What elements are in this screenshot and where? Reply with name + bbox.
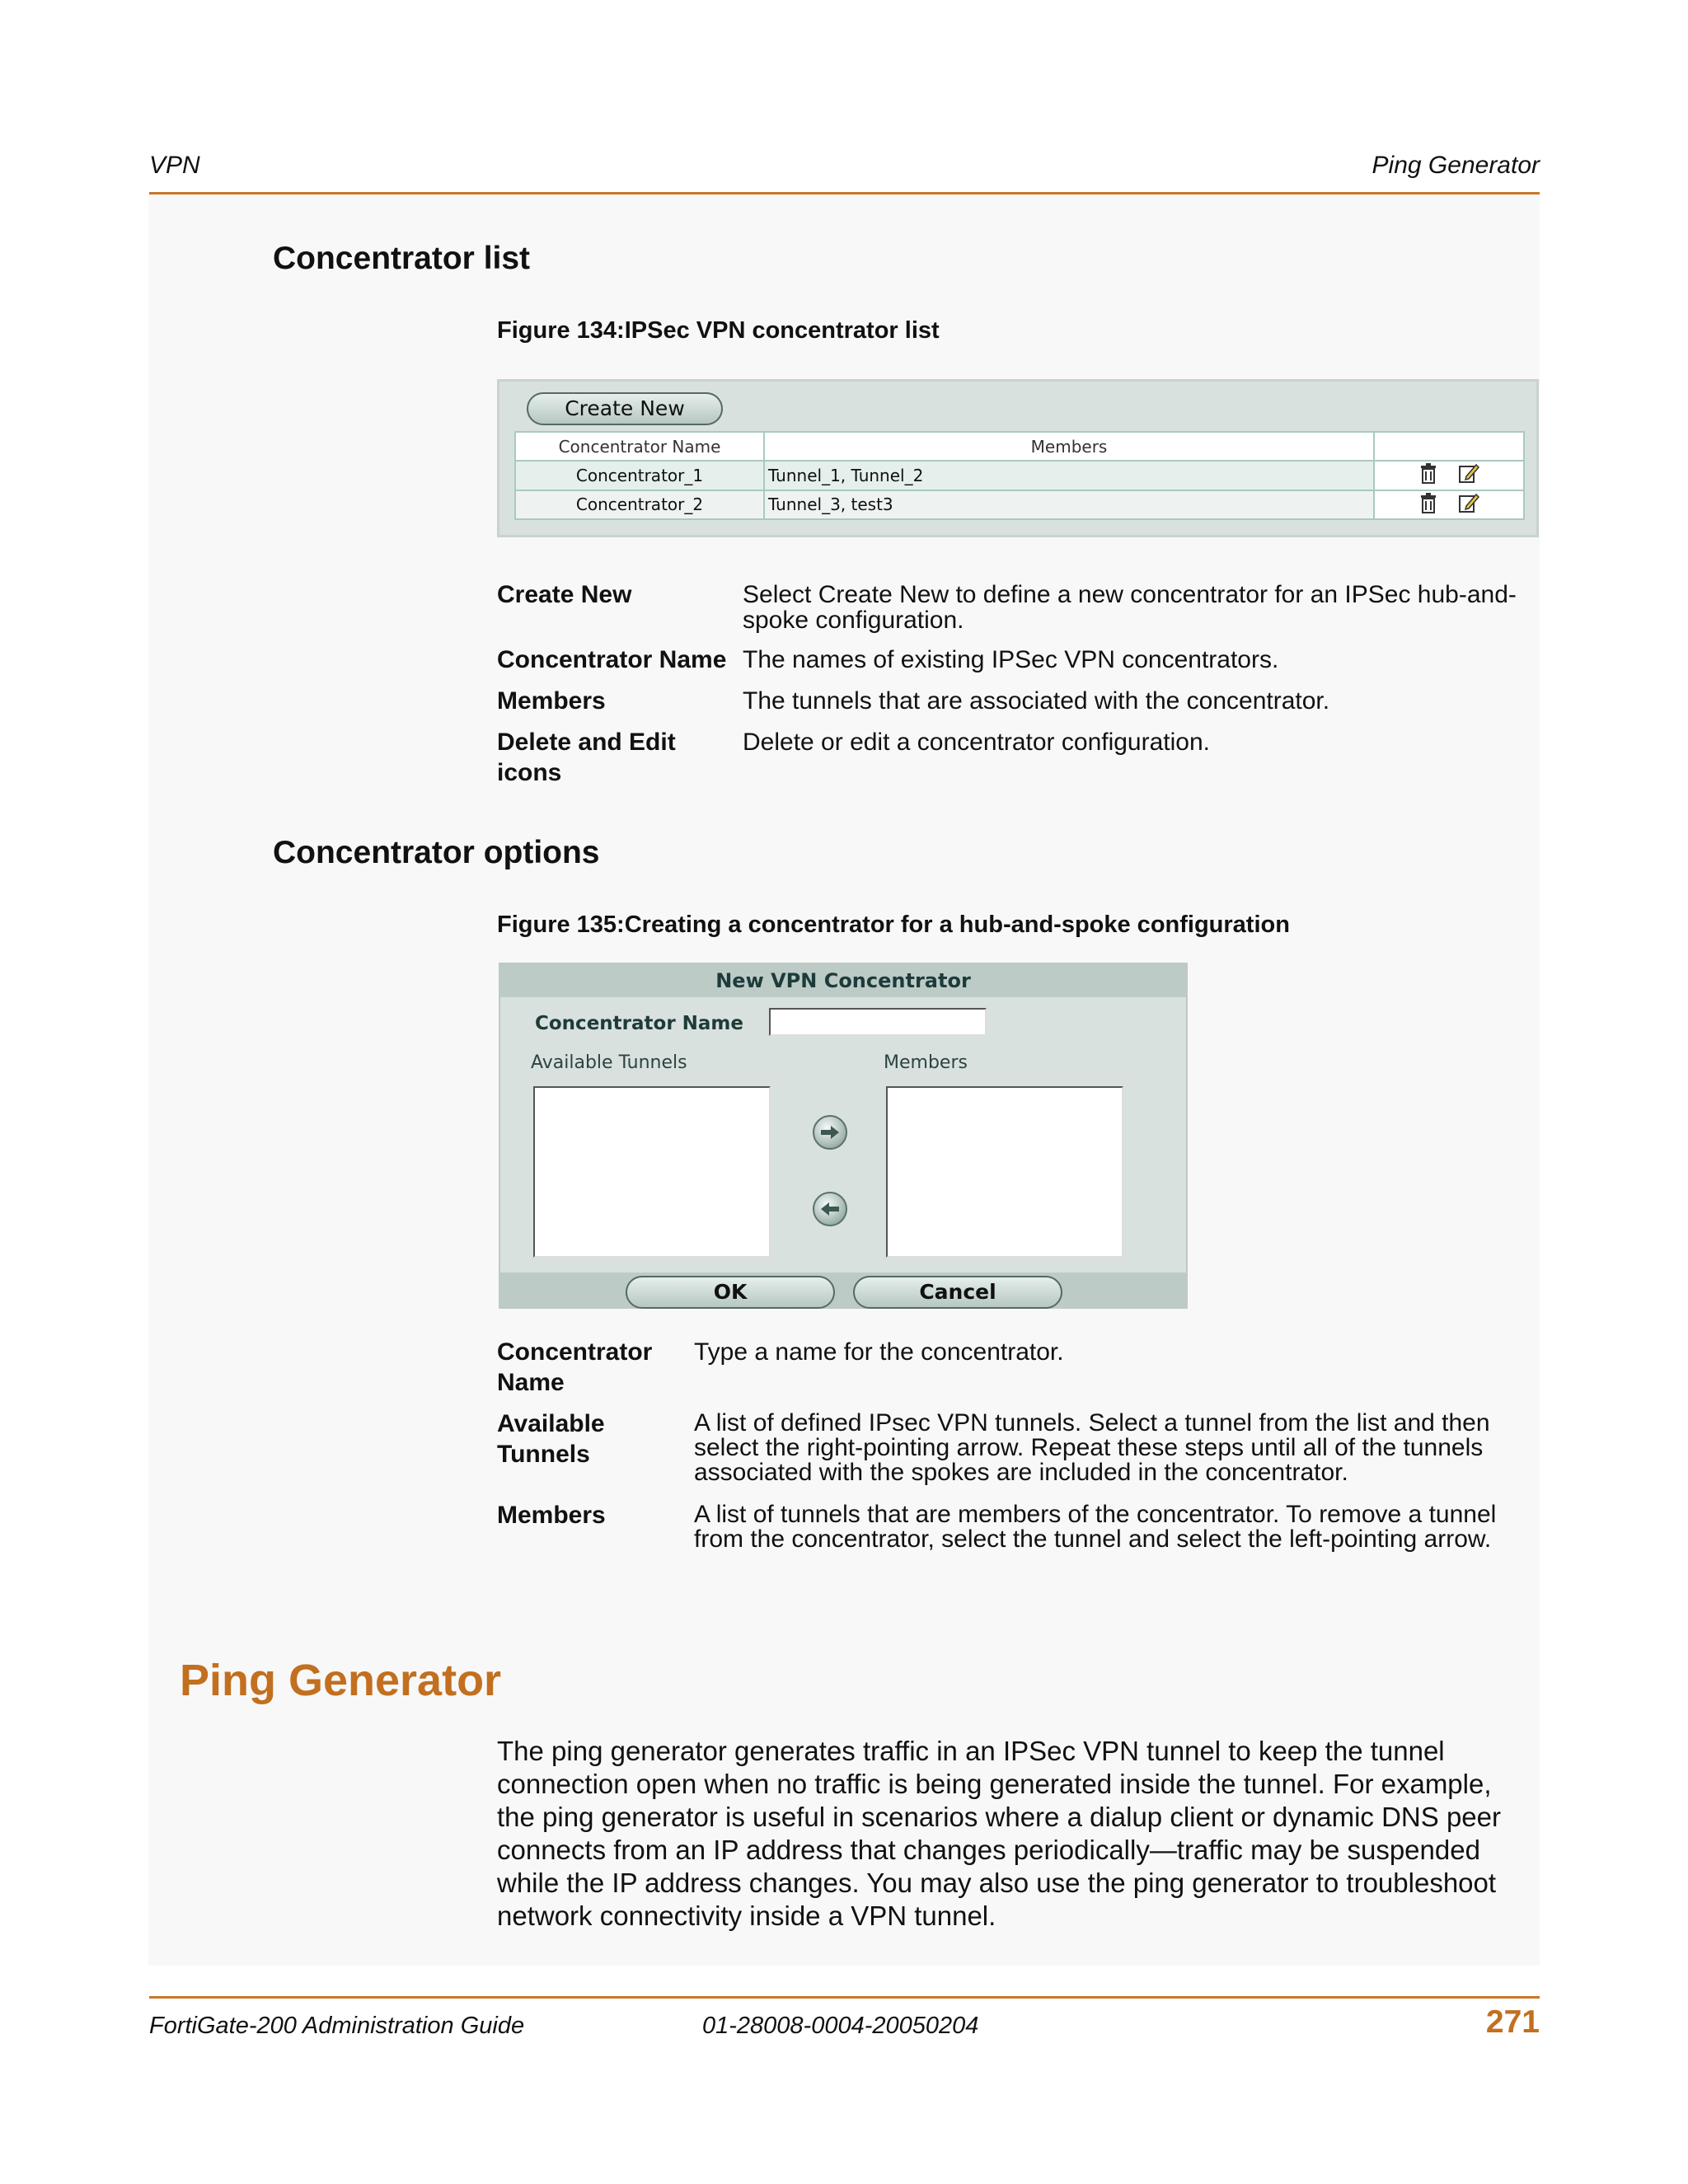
def-desc-members: The tunnels that are associated with the concentrator. bbox=[743, 687, 1330, 715]
row-name: Concentrator_1 bbox=[515, 461, 764, 490]
row-name: Concentrator_2 bbox=[515, 490, 764, 519]
def-term-delete-edit: Delete and Edit icons bbox=[497, 729, 676, 786]
footer-doc-id: 01-28008-0004-20050204 bbox=[702, 2013, 979, 2039]
figure-135-caption: Figure 135:Creating a concentrator for a hub-and-spoke configuration bbox=[497, 912, 1290, 938]
table-row bbox=[515, 490, 1524, 519]
concentrator-list-figure bbox=[497, 379, 1539, 537]
name-label: Concentrator Name bbox=[535, 1013, 743, 1034]
row-members: Tunnel_3, test3 bbox=[764, 490, 1374, 519]
def-term-create-new: Create New bbox=[497, 581, 632, 608]
def-desc-members-2: A list of tunnels that are members of the concentrator. To remove a tunnel from the concentrator, select the tunnel and select the left-pointing arrow. bbox=[694, 1501, 1497, 1553]
column-header-members: Members bbox=[764, 432, 1374, 461]
ping-generator-paragraph: The ping generator generates traffic in an IPSec VPN tunnel to keep the tunnel connection open when no traffic is being generated inside the tunnel. For example, the ping generator is useful in scenarios where a dialup client or dynamic DNS peer connects from an IP address that changes periodically—traffic may be suspended while the IP address changes. You may also use the ping generator to troubleshoot network connectivity inside a VPN tunnel. bbox=[497, 1736, 1501, 1931]
dialog-title: New VPN Concentrator bbox=[500, 964, 1186, 997]
table-row bbox=[515, 461, 1524, 490]
new-concentrator-dialog bbox=[499, 963, 1188, 1309]
header-rule bbox=[149, 192, 1540, 194]
column-header-name: Concentrator Name bbox=[515, 432, 764, 461]
dialog-button-bar bbox=[500, 1272, 1186, 1307]
section-title-concentrator-list: Concentrator list bbox=[273, 241, 531, 276]
def-desc-delete-edit: Delete or edit a concentrator configuration. bbox=[743, 729, 1210, 756]
def-desc-available-tunnels: A list of defined IPsec VPN tunnels. Select a tunnel from the list and then select the right-pointing arrow. Repeat these steps until all of the tunnels associated with the spokes are included in the concentrator. bbox=[694, 1409, 1490, 1486]
def-term-concentrator-name: Concentrator Name bbox=[497, 646, 727, 673]
figure-134-caption: Figure 134:IPSec VPN concentrator list bbox=[497, 317, 940, 344]
available-tunnels-label: Available Tunnels bbox=[531, 1052, 687, 1073]
members-label: Members bbox=[884, 1052, 968, 1073]
concentrator-table bbox=[514, 431, 1525, 520]
def-desc-concentrator-name: The names of existing IPSec VPN concentrators. bbox=[743, 646, 1279, 673]
def-desc-concentrator-name-2: Type a name for the concentrator. bbox=[694, 1338, 1064, 1366]
concentrator-name-input[interactable] bbox=[769, 1008, 987, 1036]
available-tunnels-list[interactable] bbox=[533, 1086, 771, 1258]
row-members: Tunnel_1, Tunnel_2 bbox=[764, 461, 1374, 490]
members-list[interactable] bbox=[886, 1086, 1123, 1258]
edit-icon[interactable] bbox=[1458, 462, 1479, 488]
def-desc-create-new: Select Create New to define a new concentrator for an IPSec hub-and-spoke configuration. bbox=[743, 581, 1517, 634]
footer-rule bbox=[149, 1996, 1540, 1999]
page-number: 271 bbox=[1485, 2004, 1540, 2040]
column-header-actions bbox=[1374, 432, 1524, 461]
def-term-available-tunnels: Available Tunnels bbox=[497, 1410, 605, 1468]
edit-icon[interactable] bbox=[1458, 492, 1479, 518]
footer-guide: FortiGate-200 Administration Guide bbox=[149, 2013, 525, 2039]
def-term-concentrator-name-2: Concentrator Name bbox=[497, 1338, 653, 1396]
create-new-button[interactable]: Create New bbox=[527, 392, 723, 425]
trash-icon[interactable] bbox=[1418, 462, 1438, 488]
row-actions bbox=[1374, 461, 1524, 490]
header-right: Ping Generator bbox=[1372, 152, 1540, 179]
trash-icon[interactable] bbox=[1418, 492, 1438, 518]
arrow-left-icon bbox=[819, 1201, 841, 1217]
remove-arrow-button[interactable] bbox=[813, 1192, 847, 1226]
section-title-concentrator-options: Concentrator options bbox=[273, 835, 600, 870]
ok-button[interactable]: OK bbox=[626, 1276, 835, 1309]
add-arrow-button[interactable] bbox=[813, 1115, 847, 1150]
header-left: VPN bbox=[149, 152, 200, 179]
cancel-button[interactable]: Cancel bbox=[853, 1276, 1062, 1309]
def-term-members: Members bbox=[497, 687, 606, 715]
arrow-right-icon bbox=[819, 1124, 841, 1141]
row-actions bbox=[1374, 490, 1524, 519]
section-title-ping-generator: Ping Generator bbox=[180, 1656, 502, 1705]
def-term-members-2: Members bbox=[497, 1502, 606, 1529]
